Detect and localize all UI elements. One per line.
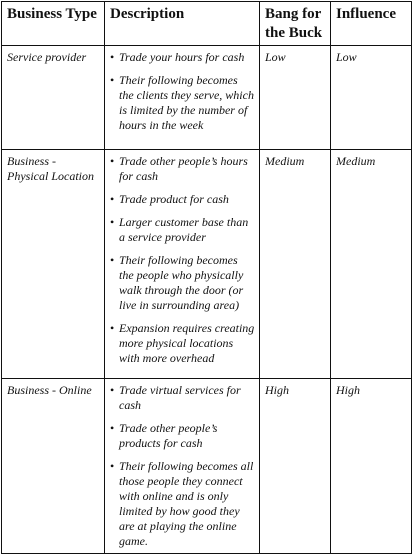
description-cell [105,150,260,379]
table-row [2,150,412,379]
business-type-cell: Service provider [2,46,105,150]
table-row [2,379,412,554]
influence-cell: Medium [331,150,412,379]
description-item: • Trade product for cash [110,192,255,207]
influence-cell: Low [331,46,412,150]
bang-for-buck-cell: High [260,379,331,554]
header-business-type: Business Type [2,2,105,46]
description-item: • Their following becomes all those people they connect with online and is only limited by how good they are at playing the online game. [110,459,255,549]
description-item: • Expansion requires creating more physical locations with more overhead [110,321,255,366]
header-description: Description [105,2,260,46]
header-influence: Influence [331,2,412,46]
description-item: • Trade other people’s hours for cash [110,154,255,184]
description-cell [105,46,260,150]
description-item: • Trade your hours for cash [110,50,255,65]
header-row [2,2,412,46]
business-comparison-table [1,1,412,554]
description-item: • Trade other people’s products for cash [110,421,255,451]
description-list [110,383,255,549]
bang-for-buck-cell: Medium [260,150,331,379]
table-row [2,46,412,150]
bang-for-buck-cell: Low [260,46,331,150]
influence-cell: High [331,379,412,554]
business-comparison-table-wrapper [1,1,411,552]
description-cell [105,379,260,554]
description-item: • Their following becomes the clients they serve, which is limited by the number of hours in the week [110,73,255,133]
business-type-cell: Business - Physical Location [2,150,105,379]
business-type-cell: Business - Online [2,379,105,554]
description-list [110,50,255,133]
description-item: • Larger customer base than a service provider [110,215,255,245]
description-list [110,154,255,366]
header-bang-for-buck: Bang for the Buck [260,2,331,46]
description-item: • Their following becomes the people who physically walk through the door (or live in surrounding area) [110,253,255,313]
description-item: • Trade virtual services for cash [110,383,255,413]
